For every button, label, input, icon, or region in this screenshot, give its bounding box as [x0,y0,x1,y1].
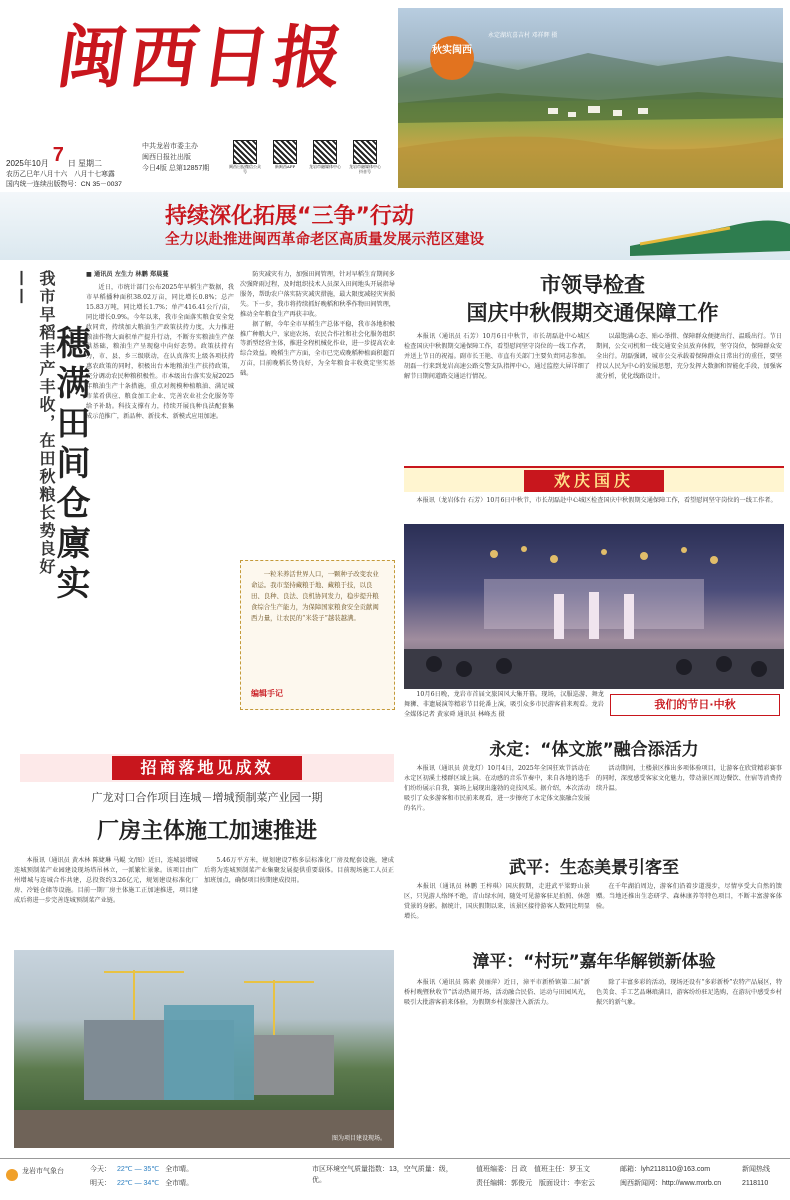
train-illustration [630,196,790,256]
lead-paragraph: 据了解，今年全市早稻生产总体平稳，我市各地积极推广种粮大户、家庭农场、农民合作社和社会化服务组织等新型经营主体，推进全程机械化作业，进一步提高农业综合效益。晚稻生产方面，全市已完成晚稻种植面积超百万亩，目前晚稻长势良好，为全年粮食丰收奠定坚实基础。 [240,320,395,378]
festival-caption-text: 10月6日晚，龙岩市首届文旅国风大集开幕。现场，汉服巡游、舞龙舞狮、非遗展演等精彩节目轮番上演，吸引众多市民游客前来观看。龙岩全媒体记者 黄家舜 通讯员 林峰杰 摄 [404,691,604,718]
story-paragraph: 除了丰富多彩的活动，现场还设有“多彩新桥”农特产品展区，特色美食、手工艺品琳琅满目，游客纷纷驻足选购，在游玩中感受乡村振兴的新气象。 [596,979,782,1006]
newspaper-logo: 闽西日报 [52,18,352,98]
stage-illustration [404,524,784,689]
masthead [8,8,393,128]
qr-code-icon [313,140,337,164]
story-yongding-title: 永定：“体文旅”融合添活力 [489,740,699,760]
sponsor: 中共龙岩市委主办 [142,143,198,150]
investment-paragraph: 5.46万平方米，规划建设7栋多层标准化厂房及配套设施，建成后将为连城预制菜产业集聚发展提供重要载体。目前现场施工人员正加班加点，确保项目按期建成投用。 [204,857,394,884]
story-yongding-body [404,764,590,852]
editors-line1: 值班编委：吕 政 值班主任：罗玉文 [476,1166,590,1173]
weather-tomorrow [90,1179,193,1190]
traffic-title-line1: 市领导检查 [540,273,645,297]
festival-photo [404,524,784,689]
autumn-badge: 秋实闽西 [430,36,474,80]
banner-subtitle: 全力以赴推进闽西革命老区高质量发展示范区建设 [165,232,484,248]
traffic-paragraph: 以最饱满心态、贴心举措、保障群众便捷出行、温暖出行。节日期间，公交司机和一线交通安全员放弃休假，坚守岗位，保障群众安全出行。胡磊强调，城市公交承载着保障群众日常出行的重任，要坚持以人民为中心的发展思想，充分发挥大数据和智能化手段，加强客流分析，优化线路设计。 [596,333,782,380]
investment-headline: 厂房主体施工加速推进 [96,819,317,844]
contact-website[interactable]: 闽西新闻网：http://www.mxrb.cn [620,1180,722,1187]
construction-photo [14,950,394,1148]
investment-body-col2 [204,856,394,946]
lead-title: 穗满田间仓廪实 [50,325,90,605]
story-paragraph: 本报讯（通讯员 林鹏 王梓琪）国庆假期，走进武平梁野山景区，只见游人络绎不绝，青山绿水间，随处可见游客驻足拍照、休憩赏景的身影。据统计，国庆假期以来，该景区接待游客人数同比明显增长。 [404,883,590,920]
qr-item[interactable] [268,140,302,174]
lead-body [86,270,234,710]
editors-line2: 责任编辑：郭俊元 版面设计：李宏云 [476,1180,595,1187]
celebrate-header [404,466,784,492]
lead-paragraph: 近日，市统计部门公布2025年早稻生产数据，我市早稻播种面积38.02万亩，同比增长0.8%；总产15.83万吨，同比增长1.7%；单产416.41公斤/亩，同比增长0.9%。今年以来，我市全面落实粮食安全党政同责，持续加大粮油生产政策扶持力度，大力推进粮油作物大面积单产提升行动，不断夯实粮油生产保供基础，粮油生产呈现稳中向好态势。政策扶持有力，市、县、乡三级联动，在认真落实上级各项扶持惠农政策的同时，积极出台本地粮油生产扶持政策，充分调动农民种粮积极性。市本级出台落实发展2025年粮油生产十条措施，重点对规模种植粮油、满足城市菜肴供应、粮食加工企业、完善农业社会化服务等给予补助。科技支撑有力，持续开展良种良法配套集成示范推广，新品种、新技术、新模式应用加速。 [86,283,234,420]
headline-banner [0,192,790,260]
qr-caption: 龙岩市融媒体中心抖音号 [349,164,381,175]
festival-caption [404,690,604,730]
banner-title: 持续深化拓展“三争”行动 [165,204,414,229]
weekday: 日 星期二 [67,159,103,168]
date-block [6,140,136,190]
publisher: 闽西日报社出版 [142,153,191,161]
lead-byline: ■ 通讯员 左生力 林鹏 郑晨蔓 [86,271,169,278]
lead-body-col2 [240,270,395,550]
hotline-label: 新闻热线 [742,1166,770,1173]
note-text: 一粒米养活世界人口，一颗种子改变农业命运。我市坚持藏粮于地、藏粮于技，以良田、良种、良法、良机协同发力，稳步提升粮食综合生产能力，为保障国家粮食安全贡献闽西力量，让农民的“米袋子”越装越满。 [251,570,379,622]
today-label: 今天： [90,1166,111,1173]
qr-caption: 闽西日报微信公众号 [229,164,261,175]
lead-kicker: 我市早稻丰产丰收，在田秋粮长势良好—— [13,270,56,576]
story-paragraph: 在千年湖泊周边，游客们沿着步道漫步，尽情享受大自然的馈赠。当地还推出生态研学、森林康养等特色项目，不断丰富游客体验。 [596,883,782,910]
lead-paragraph: 防灾减灾有力，加强田间管理，针对早稻生育期间多次强降雨过程，及时组织技术人员深入田间地头开展指导服务，帮助农户落实防灾减灾措施，最大限度减轻灾害损失。下一步，我市将持续抓好晚稻和秋季作物田间管理，推动全年粮食生产再获丰收。 [240,271,395,318]
story-wuping-title: 武平：生态美景引客至 [509,858,679,878]
celebrate-title: 欢庆国庆 [524,470,664,492]
story-paragraph: 本报讯（通讯员 黄龙灯）10月4日，2025年全国狂欢节活动在永定区初溪土楼群区域上演。在动感的音乐节奏中，来自各地的选手们纷纷展示自我，赛场上展现出蓬勃的竞技风采。据介绍，本次活动吸引了众多游客和市民前来观看，进一步擦亮了永定体文旅融合发展的名片。 [404,765,590,812]
story-wuping-body [404,882,590,944]
date-day: 7 [52,144,64,166]
story-paragraph: 活动期间，土楼景区推出多项体验项目，让游客在欣赏精彩赛事的同时，深度感受客家文化魅力，带动景区周边餐饮、住宿等消费持续升温。 [596,765,782,792]
traffic-title-line2: 国庆中秋假期交通保障工作 [466,301,719,325]
story-zhangping-body [404,978,590,1058]
footer-bar [0,1158,790,1200]
editor-note [240,560,395,710]
construction-caption: 图为项目建设现场。 [331,1136,386,1142]
construction-illustration [14,950,394,1148]
story-zhangping-body-col2 [596,978,782,1058]
traffic-body [404,332,590,462]
investment-body [14,856,198,946]
contact-email[interactable]: 邮箱：lyh2118110@163.com [620,1166,711,1173]
note-tag: 编辑手记 [251,689,283,699]
lunar-date: 农历乙巳年八月十六 八月十七寒露 [6,171,115,178]
cn-number: 国内统一连续出版物号：CN 35－0037 [6,181,122,189]
weather-title: 龙岩市气象台 [22,1168,64,1175]
story-yongding-body-col2 [596,764,782,852]
qr-code-icon [353,140,377,164]
tomorrow-sky: 全市晴。 [165,1180,194,1187]
top-photo [398,8,783,188]
story-zhangping-title: 漳平：“村玩”嘉年华解锁新体验 [472,952,716,972]
qr-code-icon [273,140,297,164]
celebrate-lead [404,496,784,522]
traffic-body-col2 [596,332,782,462]
issue-info: 今日4版 总第12857期 [142,164,210,172]
investment-paragraph: 本报讯（通讯员 黄木林 陈婕琳 马鲲 文/图）近日，连城县增城连城预制菜产业园建设现场塔吊林立，一派繁忙景象。该项目由广州增城与连城合作共建，总投资约3.26亿元，规划建设标准化厂房、冷链仓储等设施。目前一期厂房主体施工正加速推进，项目建成后将进一步完善连城预制菜产业链。 [14,857,198,904]
qr-caption: 龙岩市融媒体中心 [309,164,341,169]
qr-item[interactable] [348,140,382,174]
story-wuping-body-col2 [596,882,782,944]
qr-codes [228,140,382,174]
landscape-illustration [398,8,783,188]
investment-header [20,754,394,782]
date-prefix: 2025年10月 [6,159,49,168]
air-quality: 市区环境空气质量指数：13，空气质量：级，优。 [312,1166,453,1184]
tomorrow-temp: 22℃ — 34℃ [117,1180,160,1187]
sun-icon [6,1169,18,1181]
weather-today [90,1165,193,1176]
traffic-paragraph: 本报讯（通讯员 石芳）10月6日中秋节，市长胡磊赴中心城区检查国庆中秋假期交通保障工作，看望慰问坚守岗位的一线工作者，并送上节日的祝福。副市长王艳、市直有关部门主要负责同志参加。胡磊一行来到龙岩高速公路交警支队指挥中心，通过监控大屏详细了解节日期间道路交通运行情况。 [404,333,590,380]
hotline-number[interactable]: 2118110 [742,1180,769,1187]
qr-caption: 新闽西APP [274,164,296,169]
publisher-block [142,142,222,175]
photo-caption: 永定湖坑喜吉村 邓祥辉 摄 [488,33,558,39]
investment-title: 招商落地见成效 [112,756,302,780]
story-paragraph: 本报讯（通讯员 陈素 黄丽萍）近日，漳平市新桥镇第二届“新桥村晚暨秋收节”活动热闹开场，活动融合民俗、运动与田园风光，吸引大批游客前来体验，为假期乡村旅游注入新活力。 [404,979,590,1006]
investment-kicker: 广龙对口合作项目连城－增城预制菜产业园一期 [91,791,323,804]
today-temp: 22℃ — 35℃ [117,1166,160,1173]
qr-item[interactable] [308,140,342,174]
qr-code-icon [233,140,257,164]
tomorrow-label: 明天： [90,1180,111,1187]
qr-item[interactable] [228,140,262,174]
celebrate-lead-text: 本报讯（龙岩体台 石芳）10月6日中秋节，市长胡磊赴中心城区检查国庆中秋假期交通保障工作，看望慰问坚守岗位的一线工作者。 [416,497,777,504]
today-sky: 全市晴。 [165,1166,194,1173]
festival-stamp: 我们的节日·中秋 [610,694,780,716]
